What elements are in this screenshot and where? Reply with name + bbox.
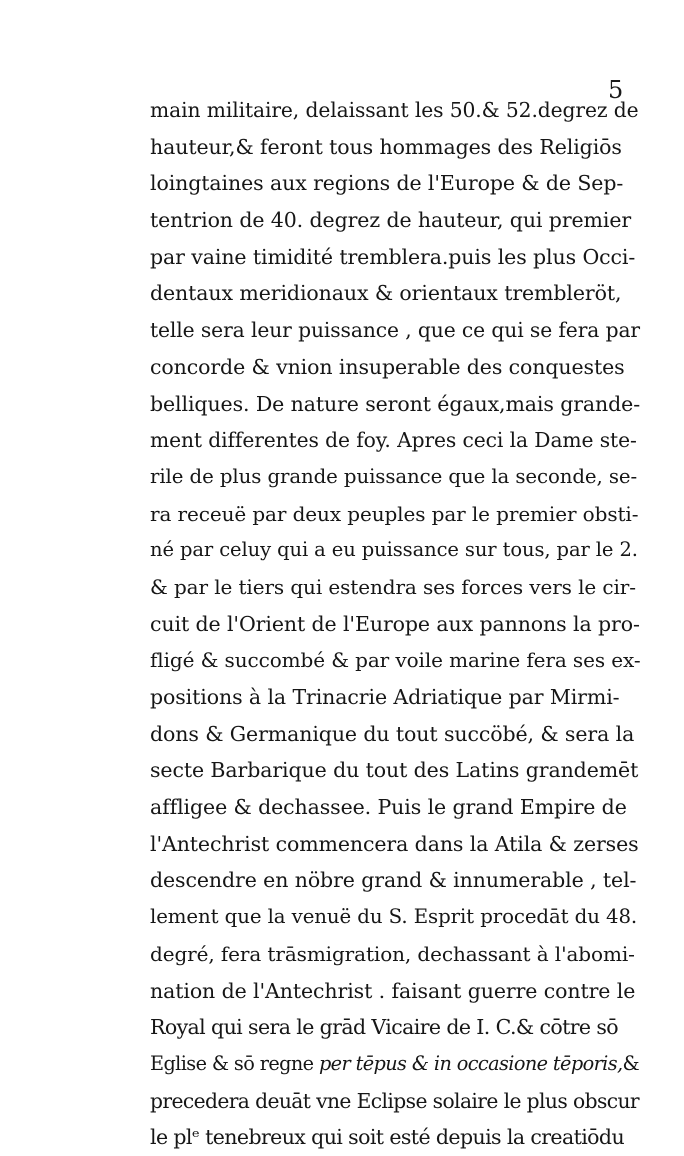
text-line-prefix: Eglise & sō regne	[150, 1051, 319, 1075]
text-line: lement que la venuë du S. Esprit procedāt du 48.	[150, 905, 638, 929]
text-line: tentrion de 40. degrez de hauteur, qui premier	[150, 208, 632, 233]
text-line: ra receuë par deux peuples par le premier obsti-	[150, 501, 639, 526]
text-line: precedera deuāt vne Eclipse solaire le plus obscur	[150, 1088, 640, 1113]
text-line: degré, fera trāsmigration, dechassant à l'abomi-	[150, 941, 635, 966]
text-line: par vaine timidité tremblera.puis les plus Occi-	[150, 244, 636, 269]
text-line: le plᵉ tenebreux qui soit esté depuis la creatiōdu	[150, 1125, 625, 1150]
text-line: belliques. De nature seront égaux,mais grande-	[150, 391, 641, 416]
text-line: l'Antechrist commencera dans la Atila & zerses	[150, 831, 639, 856]
text-line: loingtaines aux regions de l'Europe & de Sep-	[150, 171, 624, 196]
text-line: fligé & succombé & par voile marine fera ses ex-	[150, 648, 641, 673]
text-line: Royal qui sera le grād Vicaire de I. C.& cōtre sō	[150, 1015, 619, 1040]
text-line: positions à la Trinacrie Adriatique par Mirmi-	[150, 685, 620, 709]
text-line: affligee & dechassee. Puis le grand Empire de	[150, 795, 627, 820]
text-line: dentaux meridionaux & orientaux trembleröt,	[150, 281, 622, 306]
text-line: secte Barbarique du tout des Latins grandemēt	[150, 758, 639, 783]
text-line: dons & Germanique du tout succöbé, & sera la	[150, 721, 635, 746]
text-line: nation de l'Antechrist . faisant guerre contre le	[150, 978, 636, 1003]
text-line: ment differentes de foy. Apres ceci la Dame ste-	[150, 428, 637, 453]
page-number: 5	[608, 76, 624, 104]
text-line: & par le tiers qui estendra ses forces vers le cir-	[150, 574, 636, 599]
latin-italic-phrase: per tēpus & in occasione tēporis,	[318, 1051, 623, 1075]
text-line: telle sera leur puissance , que ce qui se fera par	[150, 318, 640, 343]
body-text	[150, 92, 640, 1156]
text-line: concorde & vnion insuperable des conquestes	[150, 354, 625, 379]
text-line: hauteur,& feront tous hommages des Religiōs	[150, 134, 622, 159]
text-line-suffix: &	[622, 1051, 640, 1075]
text-line: descendre en nöbre grand & innumerable , tel-	[150, 868, 637, 893]
text-line-mixed	[150, 1046, 640, 1083]
text-line: main militaire, delaissant les 50.& 52.degrez de	[150, 98, 639, 122]
text-line: né par celuy qui a eu puissance sur tous, par le 2.	[150, 538, 638, 562]
text-line: rile de plus grande puissance que la seconde, se-	[150, 464, 638, 488]
text-line: cuit de l'Orient de l'Europe aux pannons la pro-	[150, 611, 640, 636]
